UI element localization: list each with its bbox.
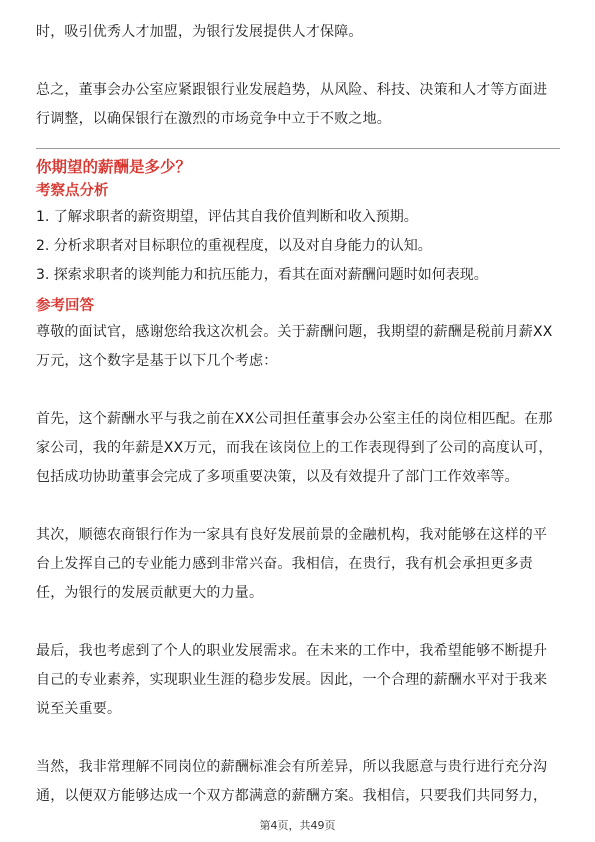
- summary-line-1: 总之，董事会办公室应紧跟银行业发展趋势，从风险、科技、决策和人才等方面进: [36, 82, 548, 98]
- analysis-item: 3. 探索求职者的谈判能力和抗压能力，看其在面对薪酬问题时如何表现。: [36, 267, 488, 283]
- answer-line: 其次，顺德农商银行作为一家具有良好发展前景的金融机构，我对能够在这样的平: [36, 527, 548, 543]
- question-title: 你期望的薪酬是多少？: [36, 158, 192, 176]
- analysis-item: 1. 了解求职者的薪资期望，评估其自我价值判断和收入预期。: [36, 209, 418, 225]
- section-divider: [36, 148, 560, 149]
- summary-line-2: 行调整，以确保银行在激烈的市场竞争中立于不败之地。: [36, 111, 391, 127]
- document-page: [36, 0, 560, 811]
- answer-line: 万元，这个数字是基于以下几个考虑：: [36, 353, 278, 369]
- answer-line: 通，以便双方能够达成一个双方都满意的薪酬方案。我相信，只要我们共同努力，: [36, 788, 548, 804]
- answer-line: 最后，我也考虑到了个人的职业发展需求。在未来的工作中，我希望能够不断提升: [36, 643, 548, 659]
- page-footer: 第4页，共49页: [259, 819, 336, 832]
- answer-line: 包括成功协助董事会完成了多项重要决策，以及有效提升了部门工作效率等。: [36, 469, 519, 485]
- answer-line: 尊敬的面试官，感谢您给我这次机会。关于薪酬问题，我期望的薪酬是税前月薪XX: [36, 324, 553, 340]
- answer-line: 台上发挥自己的专业能力感到非常兴奋。我相信，在贵行，我有机会承担更多责: [36, 556, 533, 572]
- answer-line: 首先，这个薪酬水平与我之前在XX公司担任董事会办公室主任的岗位相匹配。在那: [36, 411, 553, 427]
- answer-line: 说至关重要。: [36, 701, 122, 717]
- answer-line: 当然，我非常理解不同岗位的薪酬标准会有所差异，所以我愿意与贵行进行充分沟: [36, 759, 548, 775]
- answer-line: 任，为银行的发展贡献更大的力量。: [36, 585, 264, 601]
- answer-line: 自己的专业素养，实现职业生涯的稳步发展。因此，一个合理的薪酬水平对于我来: [36, 672, 548, 688]
- answer-heading: 参考回答: [36, 298, 94, 314]
- analysis-heading: 考察点分析: [36, 183, 109, 199]
- intro-tail: 时，吸引优秀人才加盟，为银行发展提供人才保障。: [36, 24, 363, 40]
- answer-line: 家公司，我的年薪是XX万元，而我在该岗位上的工作表现得到了公司的高度认可，: [36, 440, 553, 456]
- analysis-item: 2. 分析求职者对目标职位的重视程度，以及对自身能力的认知。: [36, 238, 432, 254]
